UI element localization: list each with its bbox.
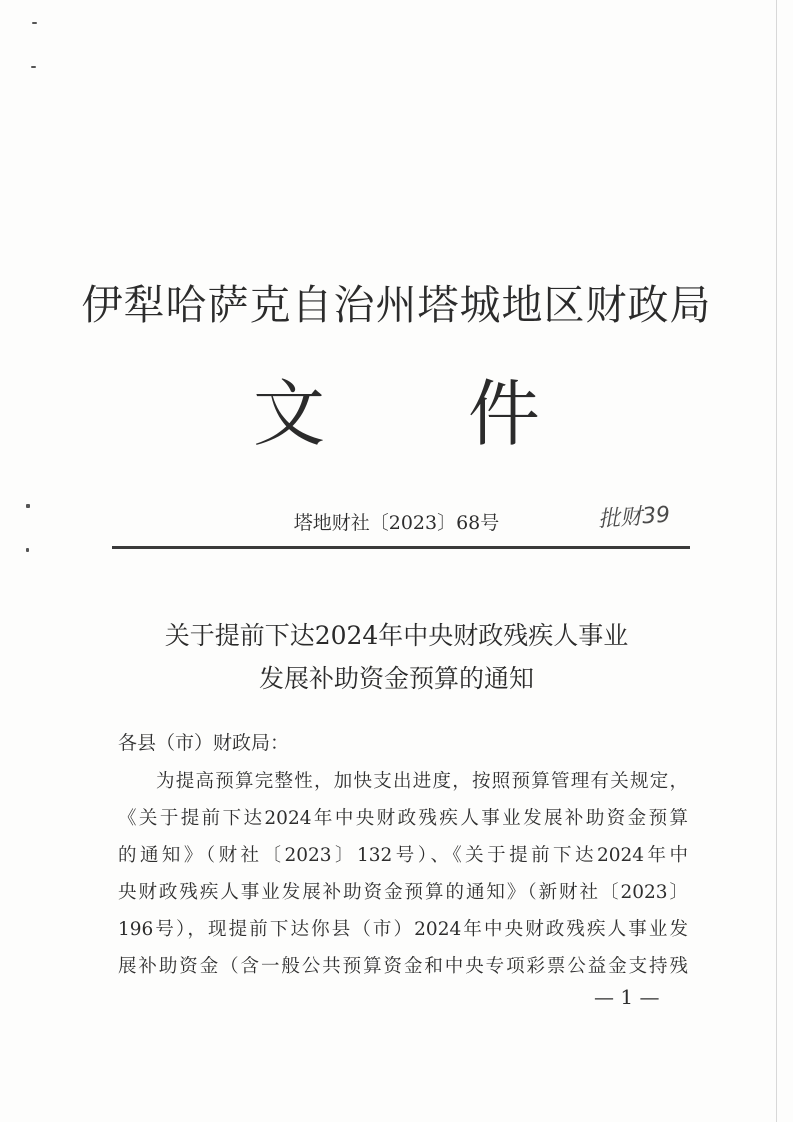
scan-speck xyxy=(31,66,36,68)
body-line: 的通知》（财社〔2023〕132号）、《关于提前下达2024年中 xyxy=(118,845,688,866)
issuer-heading: 伊犁哈萨克自治州塔城地区财政局 xyxy=(81,281,712,329)
title-line: 发展补助资金预算的通知 xyxy=(258,664,534,693)
body-line: 央财政残疾人事业发展补助资金预算的通知》（新财社〔2023〕 xyxy=(118,882,688,903)
body-line: 196号），现提前下达你县（市）2024年中央财政残疾人事业发 xyxy=(118,919,688,940)
notice-title xyxy=(0,614,793,700)
header-divider xyxy=(112,546,690,549)
salutation: 各县（市）财政局： xyxy=(118,732,290,754)
handwritten-annotation: 批财39 xyxy=(597,502,671,533)
page-number: — 1 — xyxy=(594,985,660,1009)
body-line: 为提高预算完整性，加快支出进度，按照预算管理有关规定， xyxy=(156,771,688,792)
body-line: 展补助资金（含一般公共预算资金和中央专项彩票公益金支持残 xyxy=(118,956,688,977)
scan-speck xyxy=(32,22,37,24)
body-paragraph xyxy=(118,763,688,985)
document-number: 塔地财社〔2023〕68号 xyxy=(293,512,500,534)
scan-edge-line xyxy=(776,0,777,1122)
scan-speck xyxy=(26,548,29,552)
title-line: 关于提前下达2024年中央财政残疾人事业 xyxy=(164,621,629,650)
body-line: 《关于提前下达2024年中央财政残疾人事业发展补助资金预算 xyxy=(118,808,688,829)
document-type-heading: 文 件 xyxy=(253,372,600,456)
